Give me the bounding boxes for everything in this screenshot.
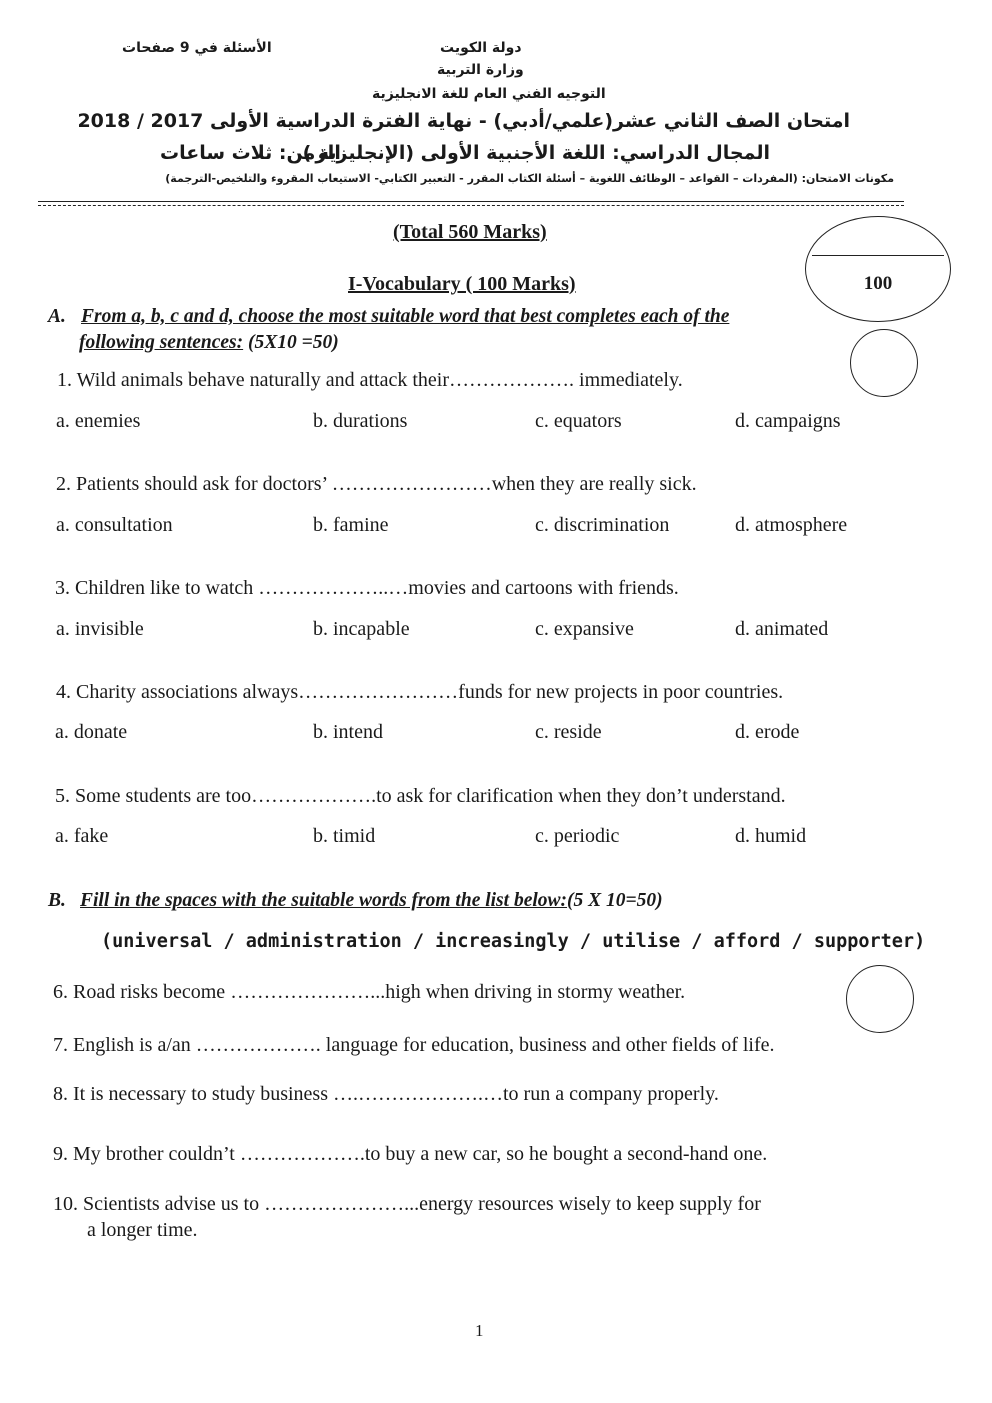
q5-option-d: d. humid <box>735 825 807 847</box>
question-5: 5. Some students are too……………….to ask for clarification when they don’t understand. <box>55 785 786 807</box>
q5-option-c: c. periodic <box>535 825 620 847</box>
question-9: 9. My brother couldn’t ……………….to buy a new car, so he bought a second-hand one. <box>53 1143 768 1165</box>
marks-circle-b <box>846 965 914 1033</box>
exam-time: الزمن: ثلاث ساعات <box>160 142 341 164</box>
q3-option-b: b. incapable <box>313 618 410 640</box>
question-4: 4. Charity associations always……………………funds for new projects in poor countries. <box>56 681 784 703</box>
exam-subject: المجال الدراسي: اللغة الأجنبية الأولى (الإنجليزية ) <box>302 142 770 164</box>
section-title: I-Vocabulary ( 100 Marks) <box>348 273 576 295</box>
exam-components: مكونات الامتحان: (المفردات – القواعد – الوظائف اللغوية – أسئلة الكتاب المقرر - التعبير الكتابي- الاستيعاب المقروء والتلخيص-الترجمة) <box>165 172 894 185</box>
part-b-instruction <box>80 890 663 912</box>
q5-option-b: b. timid <box>313 825 376 847</box>
score-divider <box>812 255 944 256</box>
q4-option-d: d. erode <box>735 721 800 743</box>
question-10: 10. Scientists advise us to …………………...energy resources wisely to keep supply for <box>53 1193 761 1215</box>
part-a-instruction-line1: From a, b, c and d, choose the most suitable word that best completes each of the <box>81 306 730 327</box>
header-rule-dashed <box>38 205 904 206</box>
q3-option-d: d. animated <box>735 618 829 640</box>
question-8: 8. It is necessary to study business ….……………….…to run a company properly. <box>53 1083 719 1105</box>
header-country: دولة الكويت <box>440 40 522 56</box>
q4-option-c: c. reside <box>535 721 602 743</box>
total-marks: (Total 560 Marks) <box>393 221 547 243</box>
q3-option-c: c. expansive <box>535 618 634 640</box>
q1-option-a: a. enemies <box>56 410 141 432</box>
score-value: 100 <box>863 273 893 294</box>
q4-option-b: b. intend <box>313 721 383 743</box>
marks-circle-a <box>850 329 918 397</box>
question-3: 3. Children like to watch ………………..…movies and cartoons with friends. <box>55 577 679 599</box>
score-circle <box>805 216 951 322</box>
pages-note: الأسئلة في 9 صفحات <box>122 40 272 56</box>
q1-option-d: d. campaigns <box>735 410 841 432</box>
word-list: (universal / administration / increasingly / utilise / afford / supporter) <box>101 931 926 952</box>
header-rule-top <box>38 201 904 202</box>
part-a-marks: (5X10 =50) <box>243 332 339 353</box>
header-ministry: وزارة التربية <box>437 62 524 78</box>
part-a-instruction <box>81 306 729 328</box>
exam-title: امتحان الصف الثاني عشر(علمي/أدبي) - نهاية الفترة الدراسية الأولى 2017 / 2018 <box>77 110 850 132</box>
question-1: 1. Wild animals behave naturally and attack their………………. immediately. <box>57 369 683 391</box>
question-6: 6. Road risks become …………………...high when driving in stormy weather. <box>53 981 686 1003</box>
part-b-marks: (5 X 10=50) <box>567 890 663 911</box>
q2-option-d: d. atmosphere <box>735 514 848 536</box>
part-a-instruction-2 <box>79 332 339 354</box>
question-7: 7. English is a/an ………………. language for education, business and other fields of life. <box>53 1034 775 1056</box>
part-a-instruction-line2: following sentences: <box>79 332 244 353</box>
page-number: 1 <box>475 1321 484 1340</box>
question-2: 2. Patients should ask for doctors’ ……………………when they are really sick. <box>56 473 697 495</box>
part-b-label: B. <box>48 890 66 911</box>
part-b-instruction-text: Fill in the spaces with the suitable words from the list below: <box>80 890 568 911</box>
q1-option-b: b. durations <box>313 410 408 432</box>
q2-option-b: b. famine <box>313 514 389 536</box>
q2-option-a: a. consultation <box>56 514 173 536</box>
part-a-label: A. <box>48 306 66 327</box>
q2-option-c: c. discrimination <box>535 514 670 536</box>
q3-option-a: a. invisible <box>56 618 144 640</box>
q5-option-a: a. fake <box>55 825 109 847</box>
q1-option-c: c. equators <box>535 410 622 432</box>
header-department: التوجيه الفني العام للغة الانجليزية <box>372 86 606 102</box>
question-10-continuation: a longer time. <box>87 1219 198 1241</box>
q4-option-a: a. donate <box>55 721 128 743</box>
